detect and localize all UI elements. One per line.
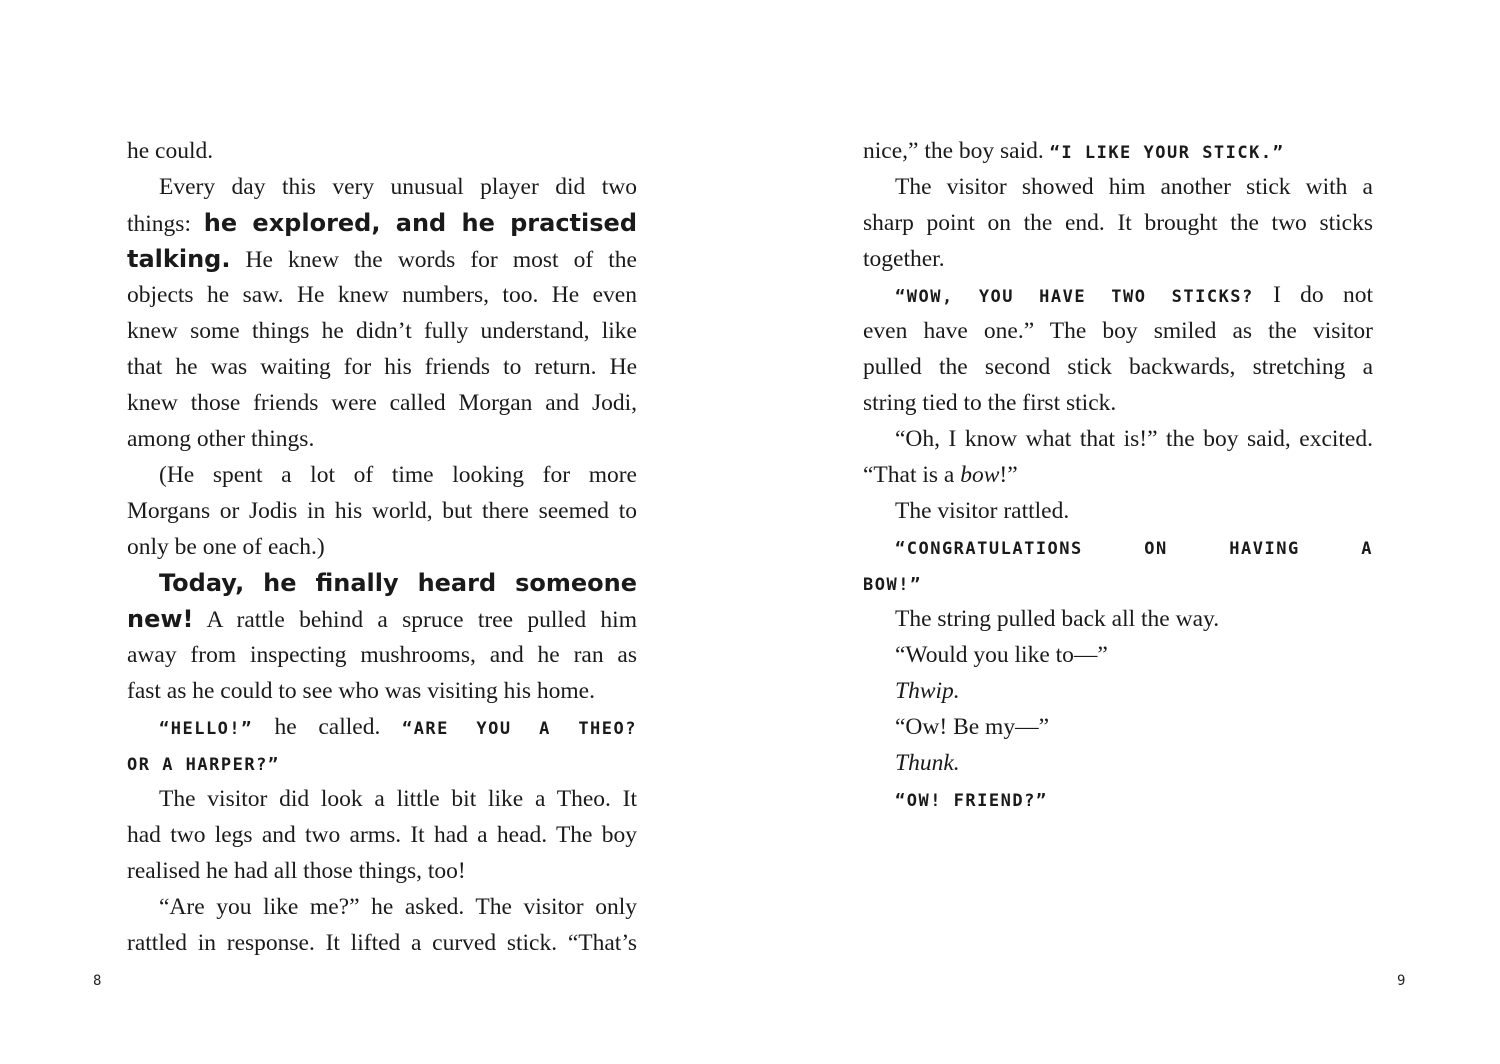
left-line-20: had two legs and two arms. It had a head. The boy: [127, 822, 637, 848]
page-number-left: 8: [93, 973, 102, 989]
left-line-23: rattled in response. It lifted a curved stick. “That’s: [127, 930, 637, 956]
right-line-7: pulled the second stick backwards, stretching a: [863, 354, 1373, 380]
left-line-11: Morgans or Jodis in his world, but there seemed to: [127, 498, 637, 524]
left-line-17: “HELLO!” he called. “ARE YOU A THEO?: [159, 714, 637, 740]
left-line-16: fast as he could to see who was visiting his home.: [127, 678, 595, 704]
left-line-18: OR A HARPER?”: [127, 755, 280, 775]
right-line-5: “WOW, YOU HAVE TWO STICKS? I do not: [895, 282, 1374, 308]
left-line-5: objects he saw. He knew numbers, too. He even: [127, 282, 637, 308]
left-line-13: Today, he finally heard someone: [159, 569, 637, 597]
left-line-2: Every day this very unusual player did two: [159, 174, 637, 200]
right-line-11: The visitor rattled.: [895, 498, 1070, 524]
right-page-text: [863, 133, 1373, 817]
right-line-13: BOW!”: [863, 575, 922, 595]
left-line-7: that he was waiting for his friends to return. He: [127, 354, 637, 380]
left-line-3: things: he explored, and he practised: [127, 209, 637, 237]
left-line-6: knew some things he didn’t fully understand, like: [127, 318, 637, 344]
right-line-3: sharp point on the end. It brought the two sticks: [863, 210, 1373, 236]
right-line-17: “Ow! Be my—”: [895, 714, 1050, 740]
page-number-right: 9: [1397, 973, 1406, 989]
left-line-21: realised he had all those things, too!: [127, 858, 466, 884]
right-line-8: string tied to the first stick.: [863, 390, 1117, 416]
right-line-6: even have one.” The boy smiled as the visitor: [863, 318, 1373, 344]
right-line-12: “CONGRATULATIONS ON HAVING A: [895, 539, 1373, 559]
left-line-22: “Are you like me?” he asked. The visitor only: [159, 894, 637, 920]
left-line-19: The visitor did look a little bit like a Theo. It: [159, 786, 637, 812]
right-line-19: “OW! FRIEND?”: [895, 791, 1048, 811]
right-line-4: together.: [863, 246, 945, 272]
right-line-2: The visitor showed him another stick with a: [895, 174, 1373, 200]
left-line-9: among other things.: [127, 426, 315, 452]
left-page-text: [127, 133, 637, 961]
left-line-15: away from inspecting mushrooms, and he ran as: [127, 642, 637, 668]
left-line-10: (He spent a lot of time looking for more: [159, 462, 637, 488]
right-line-18: Thunk.: [895, 750, 960, 776]
right-line-1: nice,” the boy said. “I LIKE YOUR STICK.”: [863, 138, 1285, 164]
left-line-1: he could.: [127, 138, 214, 164]
right-line-14: The string pulled back all the way.: [895, 606, 1220, 632]
left-line-14: new! A rattle behind a spruce tree pulled him: [127, 605, 637, 633]
left-line-8: knew those friends were called Morgan and Jodi,: [127, 390, 637, 416]
left-line-4: talking. He knew the words for most of the: [127, 245, 637, 273]
right-line-9: “Oh, I know what that is!” the boy said, excited.: [895, 426, 1373, 452]
right-line-16: Thwip.: [895, 678, 960, 704]
left-line-12: only be one of each.): [127, 534, 325, 560]
right-line-10: “That is a bow!”: [863, 462, 1018, 488]
right-line-15: “Would you like to—”: [895, 642, 1108, 668]
